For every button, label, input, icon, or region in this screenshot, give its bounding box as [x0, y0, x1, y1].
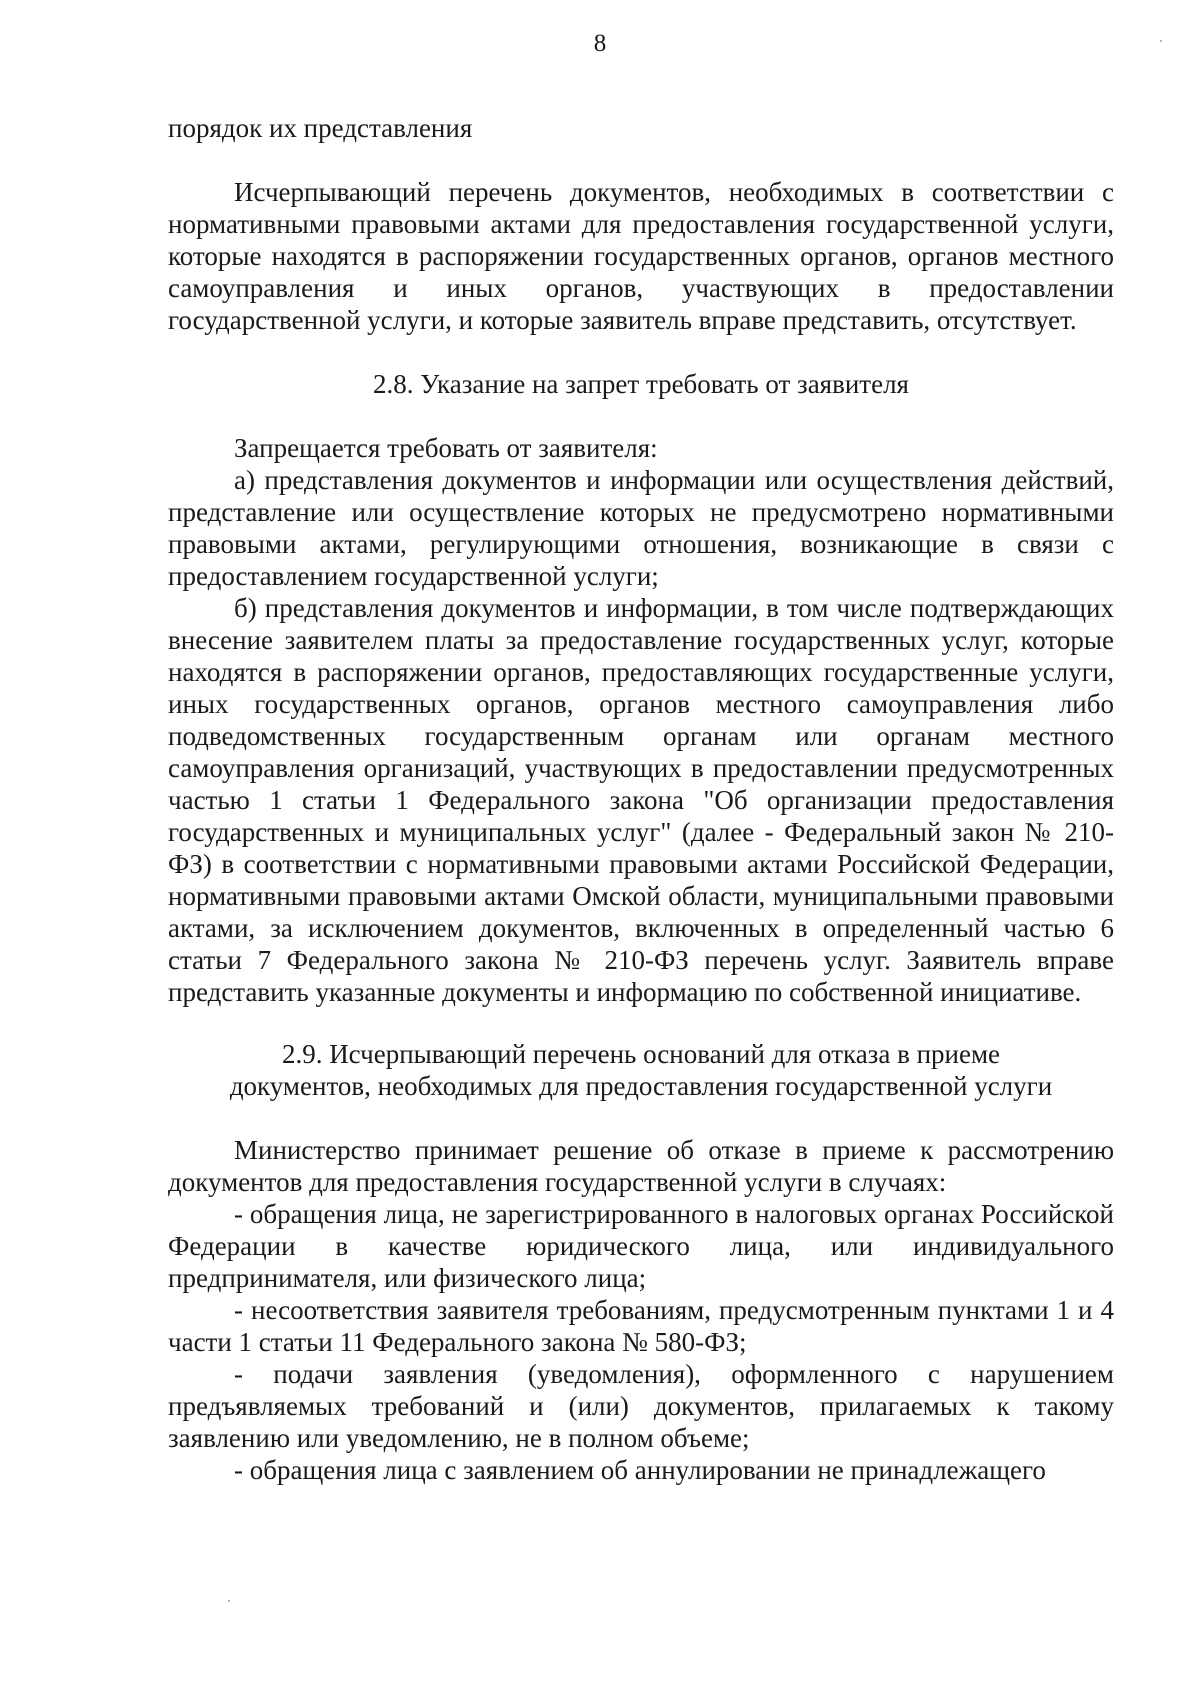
list-item-unregistered: - обращения лица, не зарегистрированного в налоговых органах Российской Федерации в качестве юридического лица, или индивидуального предпринимателя, или физического лица;: [168, 1199, 1114, 1293]
section-heading-2-9-line2: документов, необходимых для предоставления государственной услуги: [229, 1071, 1053, 1101]
paragraph-item-b: б) представления документов и информации, в том числе подтверждающих внесение заявителем платы за предоставление государственных услуг, которые находятся в распоряжении органов, предоставляющих государственные услуги, иных государственных органов, органов местного самоуправления либо подведомственных государственным органам или органам местного самоуправления организаций, участвующих в предоставлении предусмотренных частью 1 статьи 1 Федерального закона "Об организации предоставления государственных и муниципальных услуг" (далее - Федеральный закон № 210-ФЗ) в соответствии с нормативными правовыми актами Российской Федерации, нормативными правовыми актами Омской области, муниципальными правовыми актами, за исключением документов, включенных в определенный частью 6 статьи 7 Федерального закона № 210-ФЗ перечень услуг. Заявитель вправе представить указанные документы и информацию по собственной инициативе.: [168, 593, 1114, 1007]
scan-artifact: [1160, 40, 1162, 42]
list-item-noncompliance: - несоответствия заявителя требованиям, предусмотренным пунктами 1 и 4 части 1 статьи 11 Федерального закона № 580-ФЗ;: [168, 1295, 1114, 1357]
paragraph-documents-list: Исчерпывающий перечень документов, необходимых в соответствии с нормативными правовыми актами для предоставления государственной услуги, которые находятся в распоряжении государственных органов, органов местного самоуправления и иных органов, участвующих в предоставлении государственной услуги, и которые заявитель вправе представить, отсутствует.: [168, 177, 1114, 335]
page-number: 8: [593, 30, 607, 57]
document-body: [168, 112, 1114, 1486]
paragraph-continuation: порядок их представления: [168, 113, 473, 143]
paragraph-prohibition-intro: Запрещается требовать от заявителя:: [234, 433, 658, 463]
scan-artifact: [228, 1600, 230, 1602]
paragraph-item-a: а) представления документов и информации или осуществления действий, представление или осуществление которых не предусмотрено нормативными правовыми актами, регулирующими отношения, возникающие в связи с предоставлением государственной услуги;: [168, 465, 1114, 591]
paragraph-refusal-intro: Министерство принимает решение об отказе в приеме к рассмотрению документов для предоставления государственной услуги в случаях:: [168, 1135, 1114, 1197]
list-item-annulment: - обращения лица с заявлением об аннулировании не принадлежащего: [234, 1455, 1046, 1485]
section-heading-2-8: 2.8. Указание на запрет требовать от заявителя: [373, 369, 909, 399]
section-heading-2-9-line1: 2.9. Исчерпывающий перечень оснований для отказа в приеме: [281, 1039, 1001, 1069]
list-item-incomplete: - подачи заявления (уведомления), оформленного с нарушением предъявляемых требований и (или) документов, прилагаемых к такому заявлению или уведомлению, не в полном объеме;: [168, 1359, 1114, 1453]
section-heading-2-9: [168, 1038, 1114, 1102]
